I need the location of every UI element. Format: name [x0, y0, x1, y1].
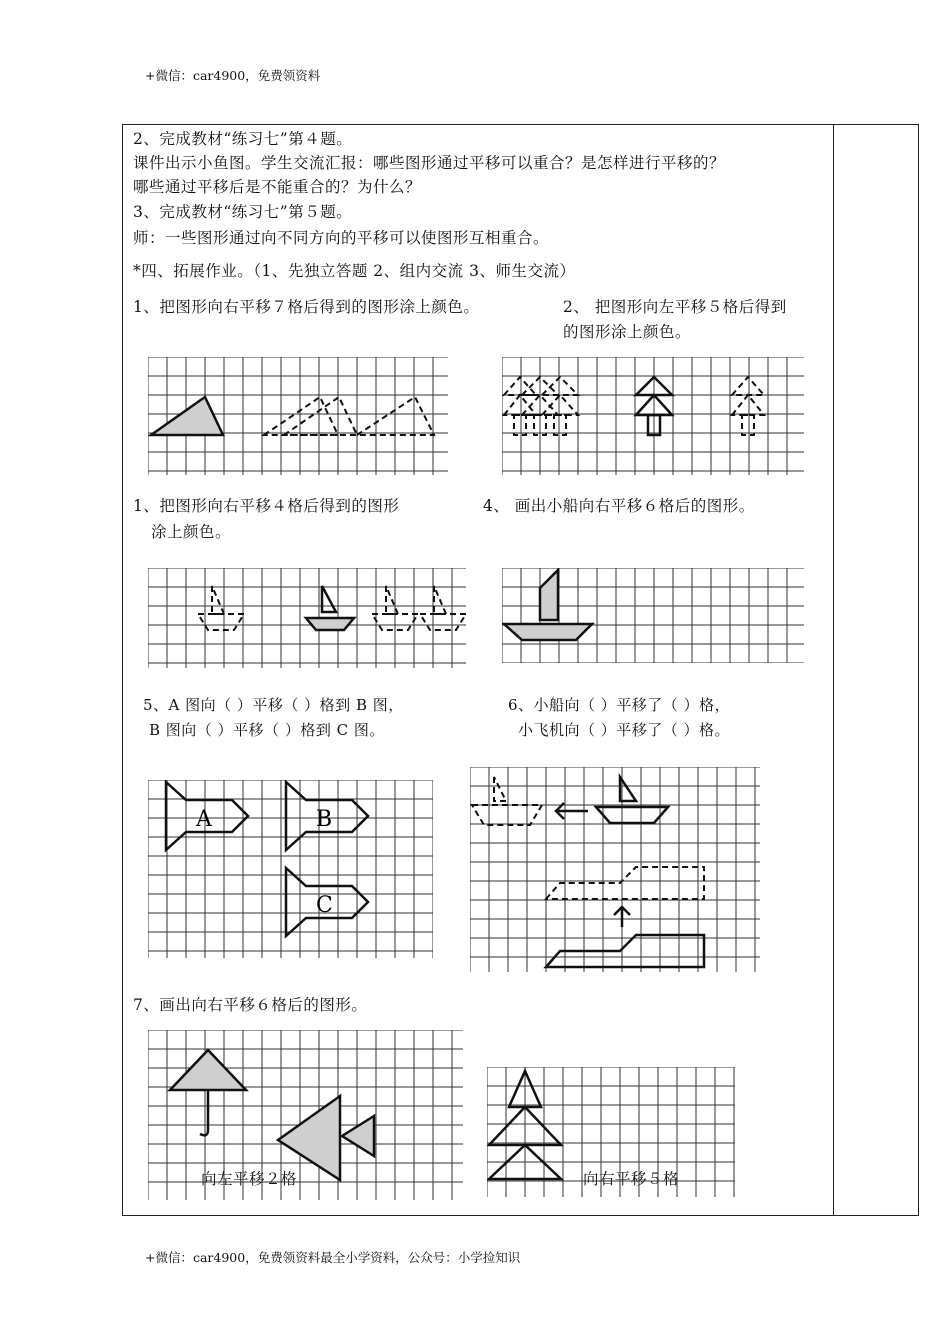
grid-umbrella — [148, 1030, 463, 1200]
label-c: C — [316, 893, 333, 918]
table-column-divider — [833, 125, 834, 1215]
dashed-plane — [546, 867, 704, 899]
label-left-2: 向左平移２格 — [201, 1170, 298, 1188]
gray-triangle — [151, 397, 223, 435]
exercise-3-line-2: 涂上颜色。 — [151, 523, 232, 541]
exercise-3-line-1: 1、把图形向右平移４格后得到的图形 — [133, 497, 400, 515]
page-footer: +微信：car4900，免费领资料最全小学资料，公众号：小学捡知识 — [145, 1250, 521, 1265]
line-1: 2、完成教材“练习七”第４题。 — [133, 130, 353, 148]
label-a: A — [196, 807, 212, 832]
label-right-5: 向右平移５格 — [583, 1170, 680, 1188]
umbrella-top — [170, 1050, 246, 1090]
grid-sailboats — [148, 568, 466, 668]
dashed-boat-left — [472, 777, 542, 825]
exercise-6-line-1: 6、小船向（ ）平移了（ ）格， — [508, 696, 731, 714]
boat-sail — [540, 570, 558, 620]
dashed-triangle — [264, 397, 338, 435]
boat-hull — [504, 624, 592, 640]
grid-triangle-tree — [487, 1067, 735, 1197]
line-5: 师：一些图形通过向不同方向的平移可以使图形互相重合。 — [133, 229, 550, 247]
dashed-tree — [542, 377, 578, 435]
line-6: *四、拓展作业。（1、先独立答题 2、组内交流 3、师生交流） — [133, 262, 576, 280]
grid-abc-shapes — [148, 780, 433, 958]
exercise-1: 1、把图形向右平移７格后得到的图形涂上颜色。 — [133, 298, 480, 316]
grid-triangle — [148, 357, 448, 475]
gray-boat — [306, 586, 354, 630]
grid-trees — [502, 357, 804, 475]
small-gray-triangle — [342, 1116, 374, 1156]
exercise-6-line-2: 小飞机向（ ）平移了（ ）格。 — [518, 721, 731, 739]
line-3: 哪些通过平移后是不能重合的？为什么？ — [133, 178, 422, 196]
line-4: 3、完成教材“练习七”第５题。 — [133, 203, 353, 221]
dashed-boat — [420, 586, 466, 630]
exercise-5-line-1: 5、A 图向（ ）平移（ ）格到 B 图， — [143, 696, 404, 714]
solid-plane — [546, 935, 704, 967]
dashed-triangle — [284, 397, 357, 435]
exercise-5-line-2: B 图向（ ）平移（ ）格到 C 图。 — [149, 721, 385, 739]
solid-boat-right — [596, 777, 668, 823]
umbrella-handle — [200, 1090, 208, 1135]
label-b: B — [316, 807, 333, 832]
grid-big-boat — [502, 568, 804, 663]
page-header: +微信：car4900，免费领资料 — [145, 68, 321, 83]
line-2: 课件出示小鱼图。学生交流汇报：哪些图形通过平移可以重合？是怎样进行平移的？ — [133, 154, 726, 172]
exercise-7: 7、画出向右平移６格后的图形。 — [133, 996, 368, 1014]
exercise-4: 4、 画出小船向右平移６格后的图形。 — [483, 497, 755, 515]
dashed-tree — [732, 377, 764, 435]
large-gray-triangle — [278, 1096, 340, 1180]
exercise-2-line-2: 的图形涂上颜色。 — [563, 323, 692, 341]
grid-boat-plane — [470, 767, 760, 972]
exercise-2-line-1: 2、 把图形向左平移５格后得到 — [563, 298, 787, 316]
